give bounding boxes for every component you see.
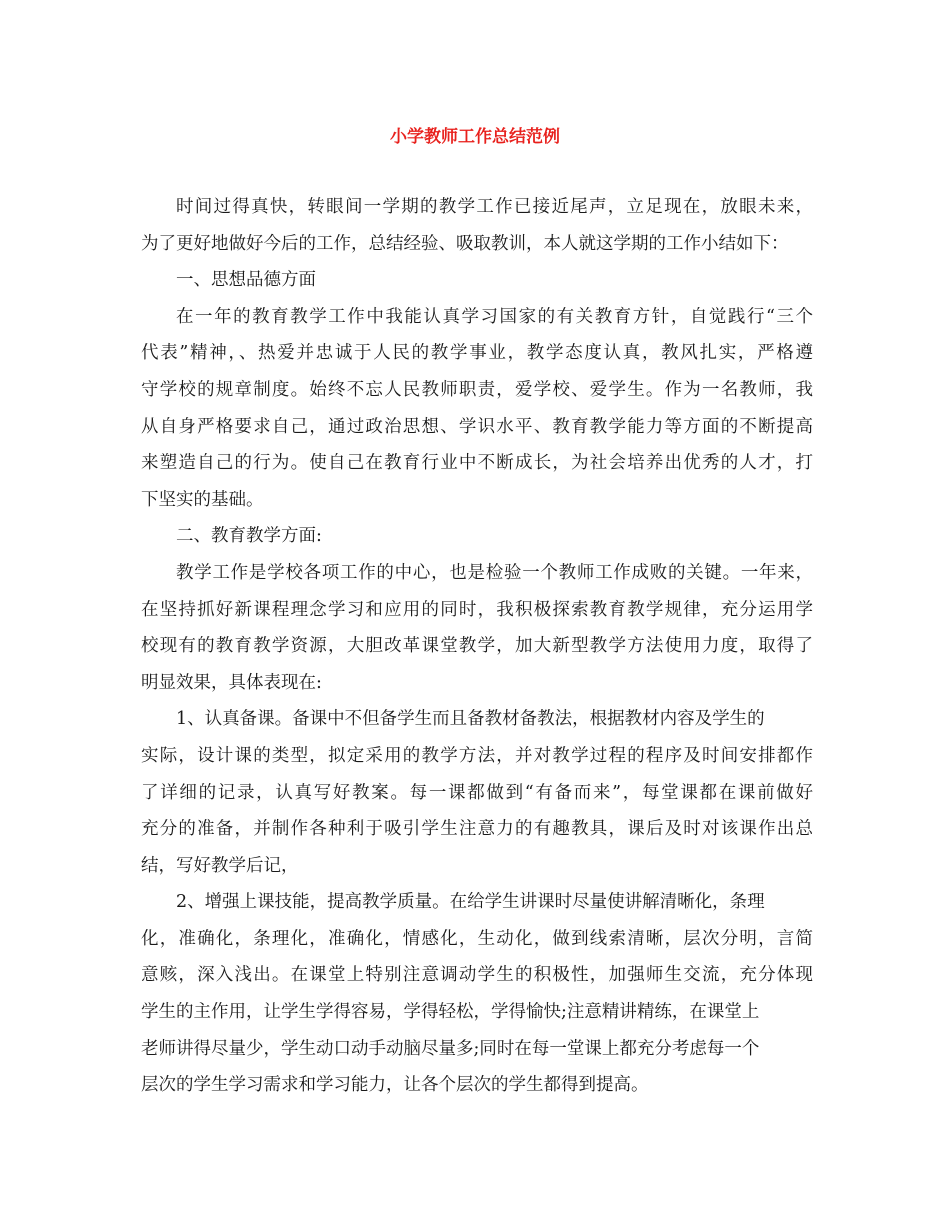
section-heading: 一、思想品德方面 (176, 270, 316, 291)
paragraph-line: 代表”精神，、热爱并忠诚于人民的教学事业，教学态度认真，教风扎实，严格遵 (141, 343, 813, 364)
paragraph-line: 1、认真备课。备课中不但备学生而且备教材备教法，根据教材内容及学生的 (176, 709, 765, 730)
paragraph-line: 为了更好地做好今后的工作，总结经验、吸取教训，本人就这学期的工作小结如下： (141, 233, 789, 254)
document-body (141, 189, 813, 1104)
paragraph-line: 守学校的规章制度。始终不忘人民教师职责，爱学校、爱学生。作为一名教师，我 (141, 379, 813, 400)
paragraph-line: 明显效果，具体表现在: (141, 672, 322, 693)
paragraph-line: 下坚实的基础。 (141, 489, 264, 510)
paragraph-line: 时间过得真快，转眼间一学期的教学工作已接近尾声，立足现在，放眼未来， (176, 197, 813, 217)
paragraph-line: 结，写好教学后记， (141, 855, 299, 876)
paragraph-line: 从自身严格要求自己，通过政治思想、学识水平、教育教学能力等方面的不断提高 (141, 416, 813, 437)
paragraph-line: 实际，设计课的类型，拟定采用的教学方法，并对教学过程的程序及时间安排都作 (141, 745, 813, 766)
paragraph-line: 校现有的教育教学资源，大胆改革课堂教学，加大新型教学方法使用力度，取得了 (141, 636, 813, 657)
paragraph-line: 化，准确化，条理化，准确化，情感化，生动化，做到线索清晰，层次分明，言简 (141, 928, 813, 949)
paragraph-line: 在一年的教育教学工作中我能认真学习国家的有关教育方针，自觉践行“三个 (176, 306, 813, 327)
paragraph-line: 老师讲得尽量少，学生动口动手动脑尽量多;同时在每一堂课上都充分考虑每一个 (141, 1038, 760, 1059)
paragraph-line: 了详细的记录，认真写好教案。每一课都做到“有备而来”，每堂课都在课前做好 (141, 782, 813, 803)
paragraph-line: 层次的学生学习需求和学习能力，让各个层次的学生都得到提高。 (141, 1075, 649, 1096)
paragraph-line: 教学工作是学校各项工作的中心，也是检验一个教师工作成败的关键。一年来， (176, 562, 813, 583)
paragraph-line: 来塑造自己的行为。使自己在教育行业中不断成长，为社会培养出优秀的人才，打 (141, 453, 813, 474)
paragraph-line: 2、增强上课技能，提高教学质量。在给学生讲课时尽量使讲解清晰化，条理 (176, 892, 765, 913)
paragraph-line: 在坚持抓好新课程理念学习和应用的同时，我积极探索教育教学规律，充分运用学 (141, 599, 813, 620)
paragraph-line: 意赅，深入浅出。在课堂上特别注意调动学生的积极性，加强师生交流，充分体现 (141, 965, 813, 986)
section-heading: 二、教育教学方面: (176, 526, 322, 547)
document-title: 小学教师工作总结范例 (390, 127, 560, 147)
paragraph-line: 学生的主作用，让学生学得容易，学得轻松，学得愉快;注意精讲精练，在课堂上 (141, 1002, 760, 1023)
paragraph-line: 充分的准备，并制作各种利于吸引学生注意力的有趣教具，课后及时对该课作出总 (141, 819, 813, 840)
